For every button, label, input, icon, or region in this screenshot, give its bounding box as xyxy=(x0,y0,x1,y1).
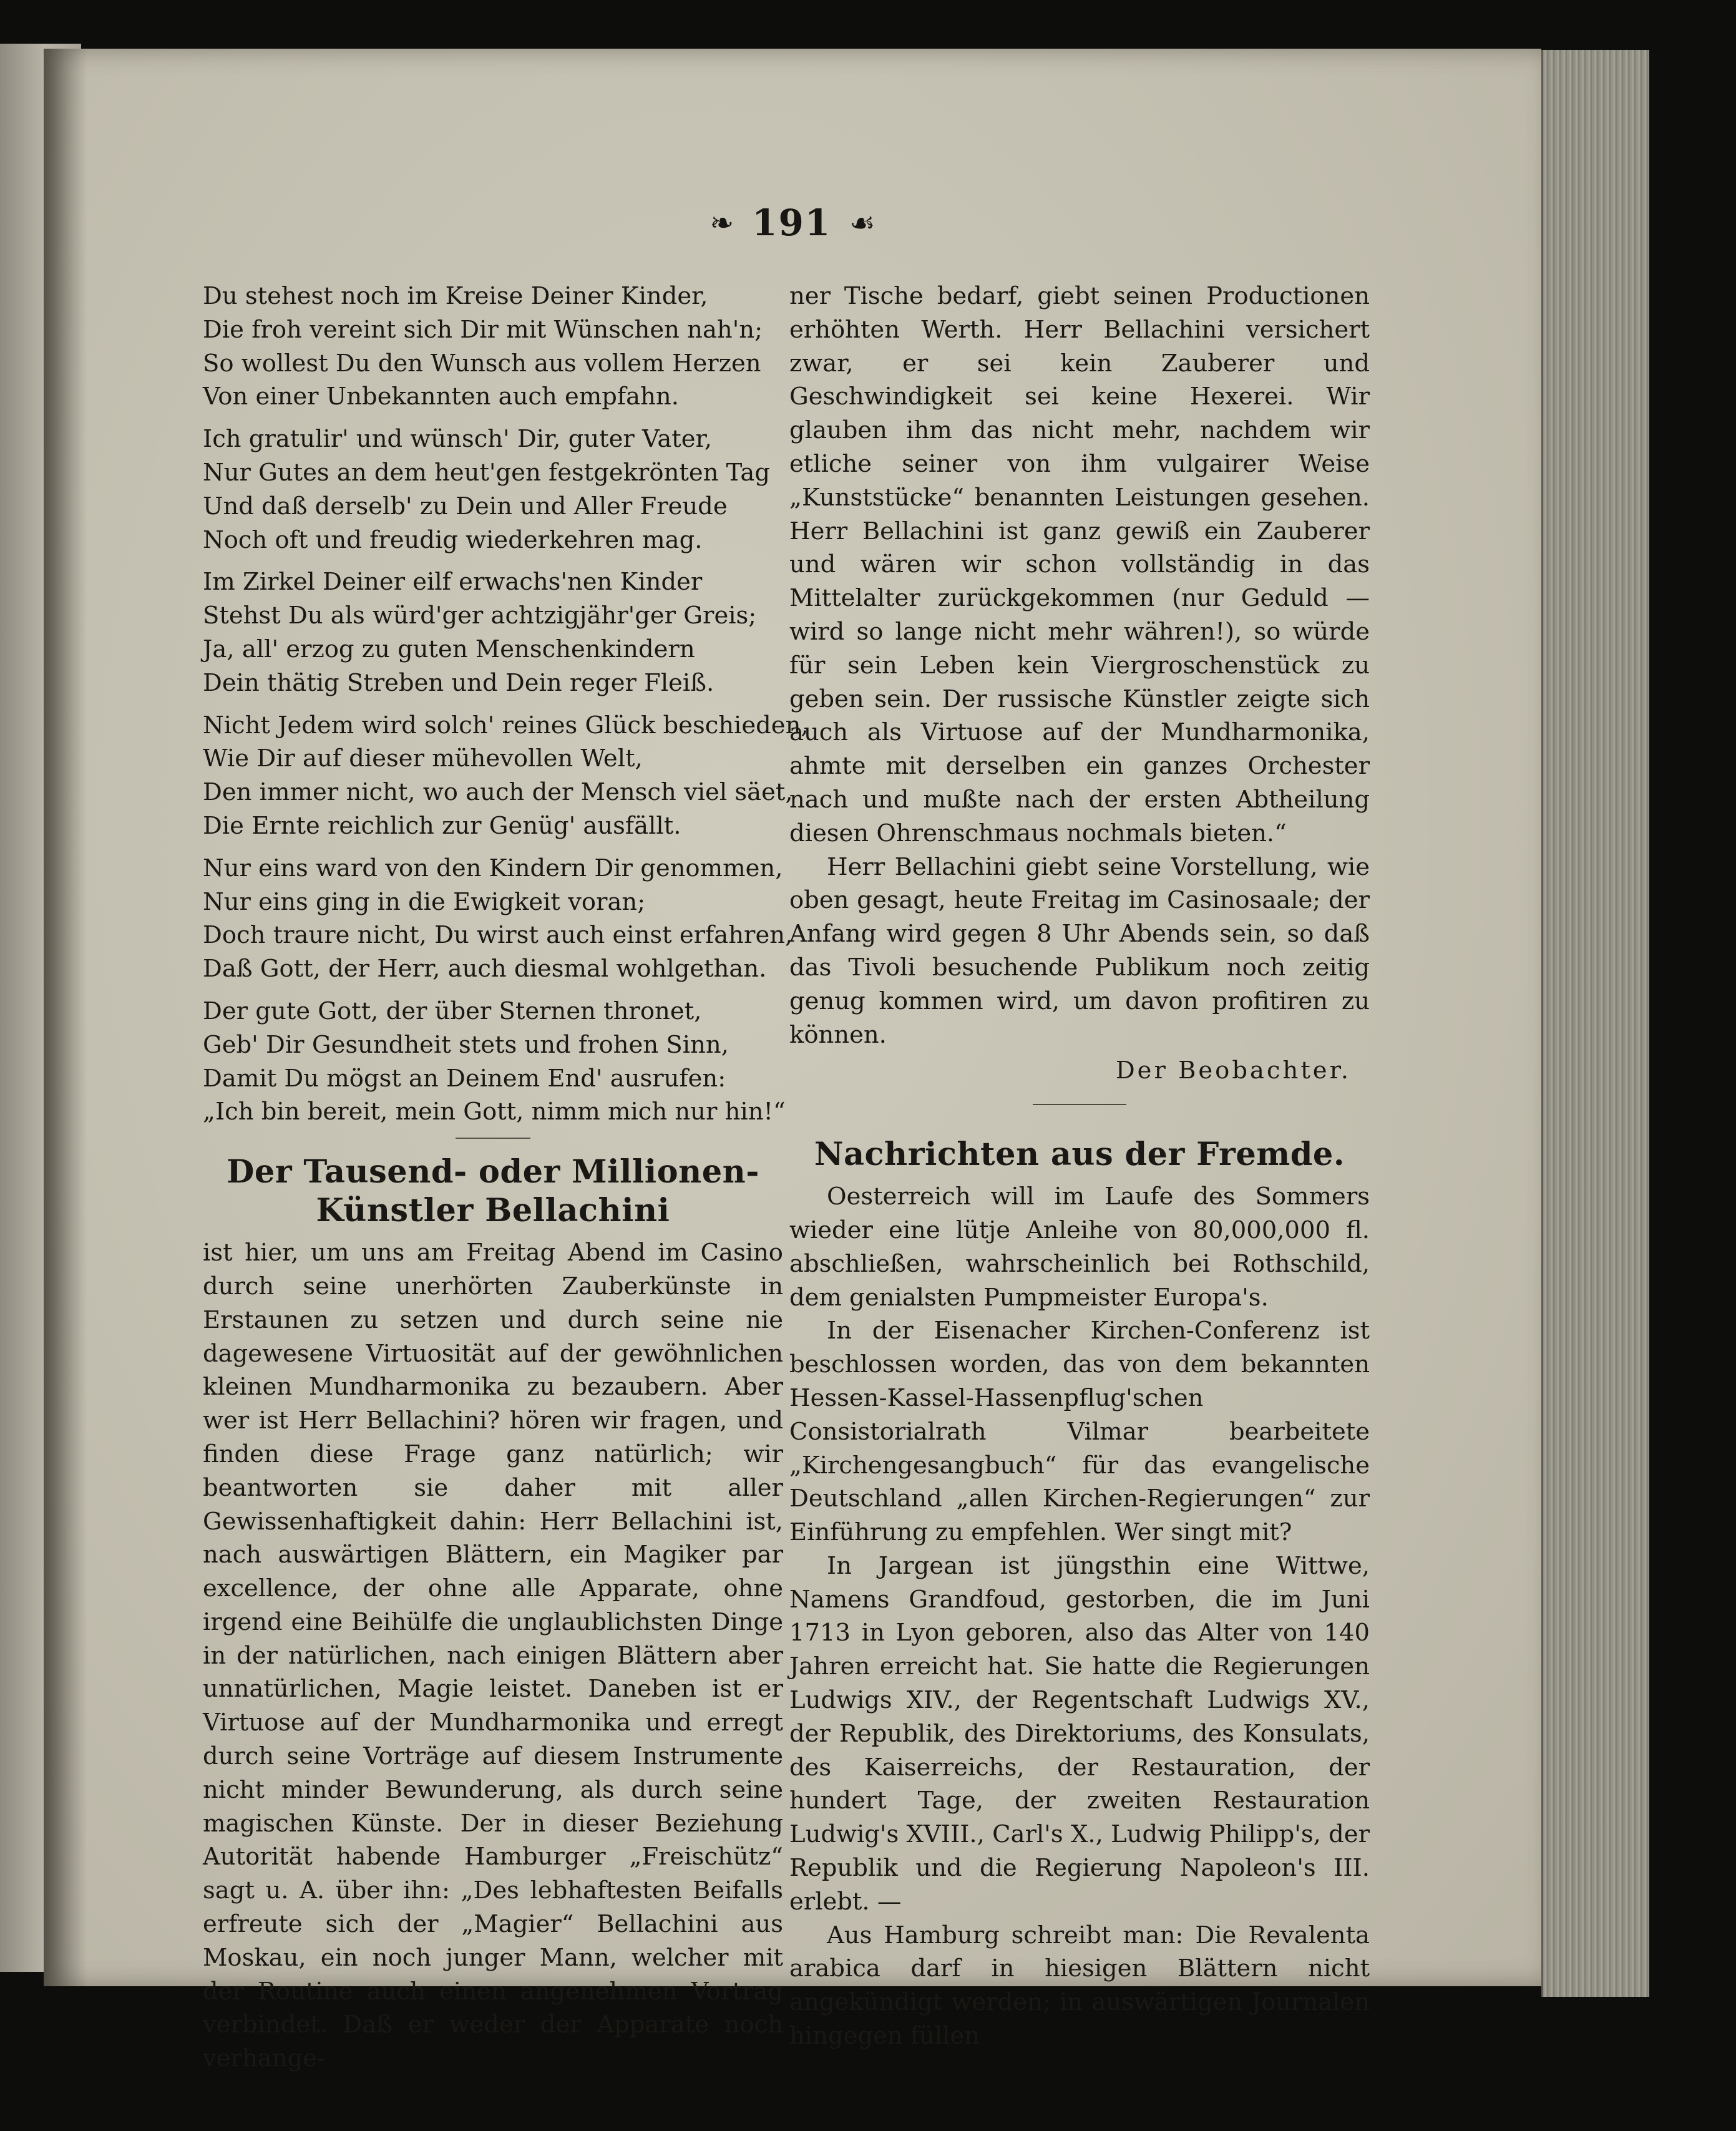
news-paragraph: Oesterreich will im Laufe des Sommers wieder eine lütje Anleihe von 80,000,000 fl. abschließen, wahrscheinlich bei Rothschild, dem genialsten Pumpmeister Europa's. xyxy=(789,1183,1370,1312)
poem-line: Doch traure nicht, Du wirst auch einst erfahren, xyxy=(203,921,793,950)
poem-stanza xyxy=(203,565,783,700)
page-stack-edge xyxy=(1541,50,1649,1997)
poem-line: Der gute Gott, der über Sternen thronet, xyxy=(203,997,702,1025)
poem-stanza xyxy=(203,422,783,557)
article-title: Der Tausend- oder Millionen-Künstler Bellachini xyxy=(227,1153,759,1230)
poem-line: Nur Gutes an dem heut'gen festgekrönten Tag xyxy=(203,458,770,487)
poem xyxy=(203,280,809,1129)
news-heading: Nachrichten aus der Fremde. xyxy=(814,1136,1345,1174)
news-paragraph: In Jargean ist jüngsthin eine Wittwe, Namens Grandfoud, gestorben, die im Juni 1713 in Lyon geboren, also das Alter von 140 Jahren erreicht hat. Sie hatte die Regierungen Ludwigs XIV., der Regentschaft Ludwigs XV., der Republik, des Direktoriums, des Konsulats, des Kaiserreichs, der Restauration, der hundert Tage, der zweiten Restauration Ludwig's XVIII., Carl's X., Ludwig Philipp's, der Republik und die Regierung Napoleon's III. erlebt. — xyxy=(789,1551,1370,1916)
poem-line: Dein thätig Streben und Dein reger Fleiß. xyxy=(203,668,714,697)
poem-line: Den immer nicht, wo auch der Mensch viel säet, xyxy=(203,778,793,807)
poem-line: „Ich bin bereit, mein Gott, nimm mich nur hin!“ xyxy=(203,1098,786,1126)
poem-line: Nur eins ging in die Ewigkeit voran; xyxy=(203,887,646,916)
poem-line: Nur eins ward von den Kindern Dir genommen, xyxy=(203,854,783,882)
poem-stanza xyxy=(203,709,809,843)
poem-line: Geb' Dir Gesundheit stets und frohen Sinn, xyxy=(203,1030,729,1059)
poem-line: Im Zirkel Deiner eilf erwachs'nen Kinder xyxy=(203,568,703,597)
section-divider xyxy=(1033,1104,1126,1105)
poem-line: Die froh vereint sich Dir mit Wünschen nah'n; xyxy=(203,315,763,344)
poem-line: Stehst Du als würd'ger achtzigjähr'ger Greis; xyxy=(203,602,757,630)
poem-stanza xyxy=(203,852,793,986)
news-paragraph: Aus Hamburg schreibt man: Die Revalenta arabica darf in hiesigen Blättern nicht angekündigt werden; in auswärtigen Journalen hingegen füllen xyxy=(789,1921,1370,2051)
article-paragraph: ist hier, um uns am Freitag Abend im Casino durch seine unerhörten Zauberkünste in Erstaunen zu setzen und durch seine nie dagewesene Virtuosität auf der gewöhnlichen kleinen Mundharmonika zu bezaubern. Aber wer ist Herr Bellachini? hören wir fragen, und finden diese Frage ganz natürlich; wir beantworten sie daher mit aller Gewissenhaftigkeit dahin: Herr Bellachini ist, nach auswärtigen Blättern, ein Magiker par excellence, der ohne alle Apparate, ohne irgend eine Beihülfe die unglaublichsten Dinge in der natürlichen, nach einigen Blättern aber unnatürlichen, Magie leistet. Daneben ist er Virtuose auf der Mundharmonika und erregt durch seine Vorträge auf diesem Instrumente nicht minder Bewunderung, als durch seine magischen Künste. Der in dieser Beziehung Autorität habende Hamburger „Freischütz“ sagt u. A. über ihn: „Des lebhaftesten Beifalls erfreute sich der „Magier“ Bellachini aus Moskau, ein noch junger Mann, welcher mit der Routine auch einen angenehmen Vortrag verbindet. Daß er weder der Apparate noch verhange- xyxy=(203,1239,783,2073)
spine-shadow xyxy=(44,49,87,1986)
left-ornament-icon: ❧ xyxy=(710,206,734,240)
poem-stanza xyxy=(203,995,786,1129)
poem-line: Ja, all' erzog zu guten Menschenkindern xyxy=(203,635,695,663)
left-column xyxy=(203,280,809,2075)
right-column xyxy=(789,280,1370,2053)
continuation-paragraph: ner Tische bedarf, giebt seinen Productionen erhöhten Werth. Herr Bellachini versichert zwar, er sei kein Zauberer und Geschwindigkeit sei keine Hexerei. Wir glauben ihm das nicht mehr, nachdem wir etliche seiner von ihm vulgairer Weise „Kunststücke“ benannten Leistungen gesehen. Herr Bellachini ist ganz gewiß ein Zauberer und wären wir schon vollständig in das Mittelalter zurückgekommen (nur Geduld — wird so lange nicht mehr währen!), so würde für sein Leben kein Viergroschenstück zu geben sein. Der russische Künstler zeigte sich auch als Virtuose auf der Mundharmonika, ahmte mit derselben ein ganzes Orchester nach und mußte nach der ersten Abtheilung diesen Ohrenschmaus nochmals bieten.“ xyxy=(789,282,1370,847)
poem-line: Du stehest noch im Kreise Deiner Kinder, xyxy=(203,282,708,310)
author-signature: Der Beobachter. xyxy=(1115,1056,1351,1085)
poem-line: Von einer Unbekannten auch empfahn. xyxy=(203,383,679,411)
poem-line: Noch oft und freudig wiederkehren mag. xyxy=(203,525,703,554)
news-paragraph: In der Eisenacher Kirchen-Conferenz ist beschlossen worden, das von dem bekannten Hessen-Kassel-Hassenpflug'schen Consistorialrath Vilmar bearbeitete „Kirchengesangbuch“ für das evangelische Deutschland „allen Kirchen-Regierungen“ zur Einführung zu empfehlen. Wer singt mit? xyxy=(789,1317,1370,1547)
book-page xyxy=(44,49,1541,2073)
poem-line: Die Ernte reichlich zur Genüg' ausfällt. xyxy=(203,811,681,840)
announcement-paragraph: Herr Bellachini giebt seine Vorstellung, wie oben gesagt, heute Freitag im Casinosaale; der Anfang wird gegen 8 Uhr Abends sein, so daß das Tivoli besuchende Publikum noch zeitig genug kommen wird, um davon profitiren zu können. xyxy=(789,852,1370,1049)
page-number: 191 xyxy=(752,202,832,244)
poem-line: Daß Gott, der Herr, auch diesmal wohlgethan. xyxy=(203,955,767,983)
poem-stanza xyxy=(203,280,783,414)
poem-line: So wollest Du den Wunsch aus vollem Herzen xyxy=(203,349,761,378)
poem-line: Damit Du mögst an Deinem End' ausrufen: xyxy=(203,1064,726,1093)
poem-line: Wie Dir auf dieser mühevollen Welt, xyxy=(203,744,643,773)
poem-line: Nicht Jedem wird solch' reines Glück beschieden, xyxy=(203,711,809,739)
page-header xyxy=(44,202,1541,244)
section-divider xyxy=(456,1138,530,1139)
right-ornament-icon: ☙ xyxy=(849,206,875,240)
poem-line: Ich gratulir' und wünsch' Dir, guter Vater, xyxy=(203,425,712,454)
poem-line: Und daß derselb' zu Dein und Aller Freude xyxy=(203,492,728,520)
